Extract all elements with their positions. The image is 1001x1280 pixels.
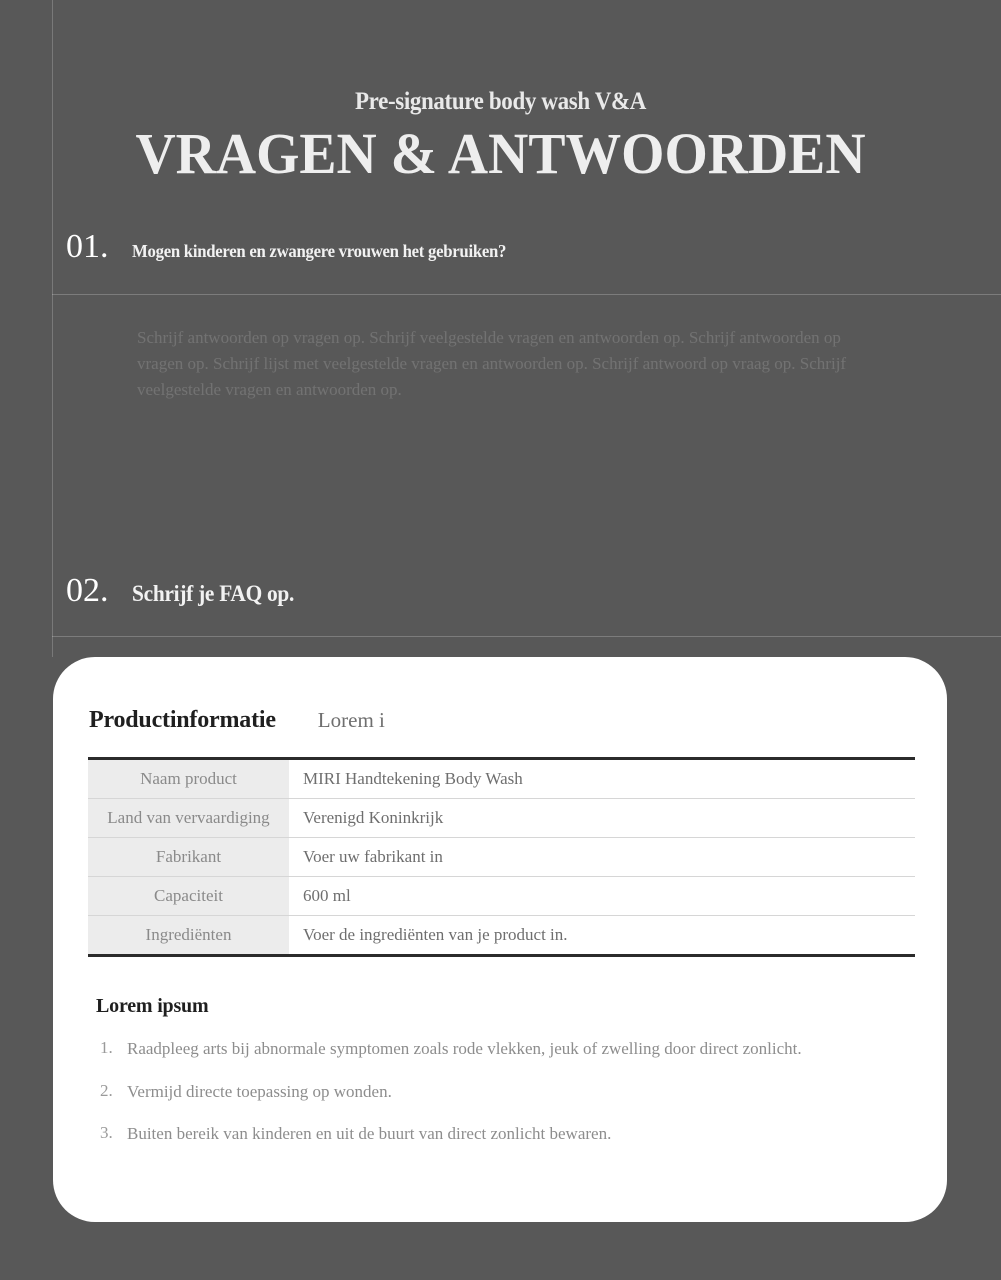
card-subheading: Lorem i [317,708,385,732]
product-info-table [88,757,915,957]
table-row-label: Fabrikant [88,838,289,877]
product-info-card [53,657,947,1222]
table-row-label: Land van vervaardiging [88,799,289,838]
faq-question-row-1[interactable] [0,228,1001,294]
faq-question-1: Mogen kinderen en zwangere vrouwen het gebruiken? [132,241,507,261]
table-row-value: Voer de ingrediënten van je product in. [303,925,568,944]
faq-item-2 [0,402,1001,687]
faq-number-1: 01. [66,228,109,265]
faq-section [0,228,1001,687]
header-kicker: Pre-signature body wash V&A [354,88,647,115]
table-row [88,877,915,916]
faq-number-2: 02. [66,572,109,610]
list-item: Raadpleeg arts bij abnormale symptomen zoals rode vlekken, jeuk of zwelling door direct zonlicht. [127,1039,802,1058]
table-row [88,799,915,838]
table-row-value: Voer uw fabrikant in [289,838,915,877]
table-row-label: Naam product [88,759,289,799]
table-row-value: 600 ml [289,877,915,916]
notes-title: Lorem ipsum [96,995,209,1017]
page-header [0,88,1001,185]
table-row [88,838,915,877]
faq-answer-1: Schrijf antwoorden op vragen op. Schrijf veelgestelde vragen en antwoorden op. Schrijf antwoorden op vragen op. Schrijf lijst met veelgestelde vragen en antwoorden op. Schrijf antwoord op vraag op. Schrijf veelgestelde vragen en antwoorden op. [137,328,847,399]
card-heading: Productinformatie [89,707,276,733]
table-row [88,759,915,799]
table-row-label: Capaciteit [88,877,289,916]
card-header [88,707,904,734]
table-row [88,916,915,956]
list-item: Buiten bereik van kinderen en uit de buurt van direct zonlicht bewaren. [127,1124,612,1143]
faq-question-2: Schrijf je FAQ op. [132,581,295,607]
table-row-value: MIRI Handtekening Body Wash [289,759,915,799]
faq-question-row-2[interactable] [0,574,1001,636]
notes-list [96,1036,904,1147]
faq-item-1 [0,228,1001,402]
list-item: Vermijd directe toepassing op wonden. [127,1081,392,1101]
table-row-value: Verenigd Koninkrijk [289,799,915,838]
page-title: VRAGEN & ANTWOORDEN [135,121,866,186]
table-row-label: Ingrediënten [88,916,289,956]
